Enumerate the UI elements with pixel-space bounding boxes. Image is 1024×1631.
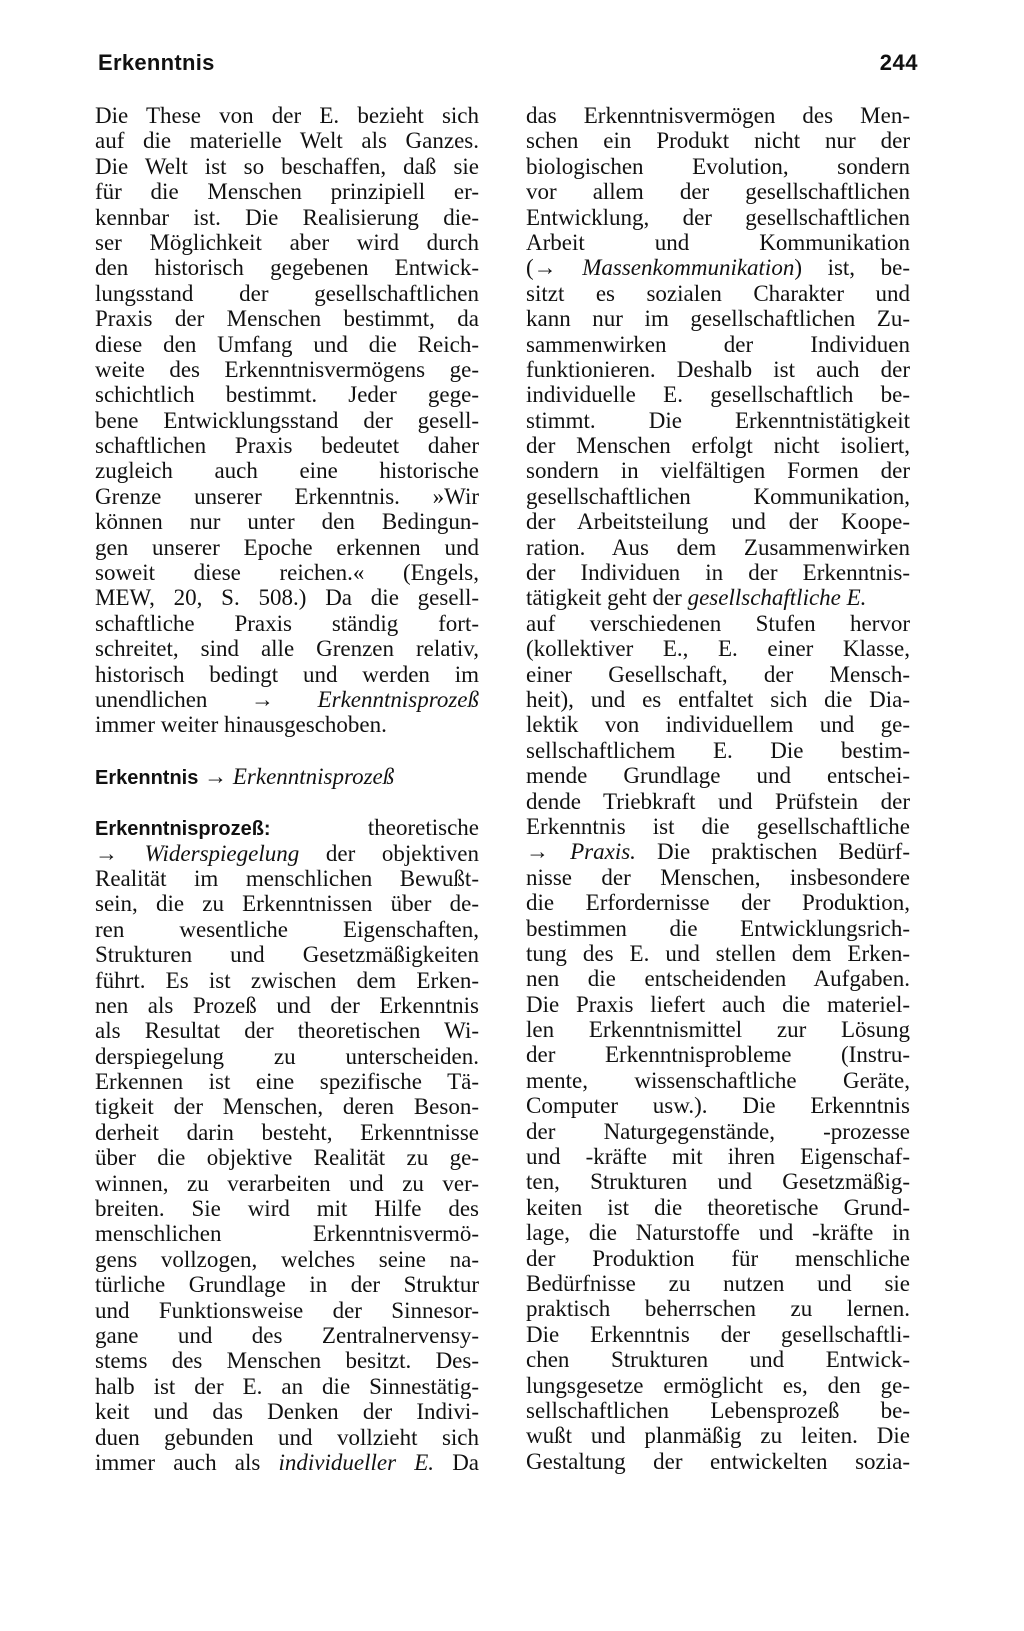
text-line: nisse der Menschen, insbesondere [526, 864, 910, 890]
text-line: ren wesentliche Eigenschaften, [95, 916, 479, 942]
text-line: und -kräfte mit ihren Eigenschaf- [526, 1144, 910, 1170]
line-text: unendlichen [95, 686, 208, 712]
entry-erkenntnisprozess [95, 815, 479, 1475]
text-line: derspiegelung zu unterscheiden. [95, 1043, 479, 1069]
text-line: wußt und planmäßig zu leiten. Die [526, 1423, 910, 1449]
text-line: tigkeit der Menschen, deren Beson- [95, 1094, 479, 1120]
text-line: gen unserer Epoche erkennen und [95, 534, 479, 560]
xref-entry-line [95, 764, 479, 789]
text-line: sellschaftlichem E. Die bestim- [526, 737, 910, 763]
line-text: ( [526, 255, 534, 281]
paragraph-lines [526, 611, 910, 840]
cross-reference-link[interactable]: Erkenntnisprozeß [232, 763, 395, 789]
text-line: Grenze unserer Erkenntnis. »Wir [95, 483, 479, 509]
text-line: lektik von individuellem und ge- [526, 712, 910, 738]
line-text: der objektiven [325, 840, 480, 866]
text-line-reference [95, 687, 479, 712]
text-line: breiten. Sie wird mit Hilfe des [95, 1196, 479, 1222]
text-line: nen als Prozeß und der Erkenntnis [95, 992, 479, 1018]
text-line: derheit darin besteht, Erkenntnisse [95, 1119, 479, 1145]
text-line: Strukturen und Gesetzmäßigkeiten [95, 942, 479, 968]
text-line: biologischen Evolution, sondern [526, 153, 910, 179]
paragraph-lines [95, 866, 479, 1450]
line-text: Die praktischen Bedürf- [657, 839, 910, 865]
text-line: sellschaftlichen Lebensprozeß be- [526, 1397, 910, 1423]
text-line-reference [526, 839, 910, 864]
text-line: sein, die zu Erkenntnissen über de- [95, 891, 479, 917]
right-arrow-icon: → [251, 686, 274, 712]
text-line-reference [526, 255, 910, 280]
text-line: dende Triebkraft und Prüfstein der [526, 788, 910, 814]
text-line: sitzt es sozialen Charakter und [526, 280, 910, 306]
text-line: keiten ist die theoretische Grund- [526, 1194, 910, 1220]
text-line: stems des Menschen besitzt. Des- [95, 1348, 479, 1374]
running-head [98, 50, 918, 84]
text-line: die Erfordernisse der Produktion, [526, 890, 910, 916]
text-line: (kollektiver E., E. einer Klasse, [526, 636, 910, 662]
text-line: vor allem der gesellschaftlichen [526, 179, 910, 205]
text-line: diese den Umfang und die Reich- [95, 331, 479, 357]
text-line: der Menschen erfolgt nicht isoliert, [526, 433, 910, 459]
text-line: heit), und es entfaltet sich die Dia- [526, 686, 910, 712]
text-line: türliche Grundlage in der Struktur [95, 1272, 479, 1298]
line-text: tätigkeit geht der [526, 585, 682, 611]
italic-term: individueller E. [278, 1449, 435, 1475]
text-line: der Naturgegenstände, -prozesse [526, 1118, 910, 1144]
text-line: das Erkenntnisvermögen des Men- [526, 103, 910, 128]
text-line: ser Möglichkeit aber wird durch [95, 229, 479, 255]
text-line: bene Entwicklungsstand der gesell- [95, 407, 479, 433]
italic-term: gesellschaftliche E. [687, 585, 867, 611]
page-number: 244 [879, 50, 918, 75]
xref-entry [95, 764, 479, 789]
text-line: schaftlichen Praxis bedeutet daher [95, 433, 479, 459]
line-text: immer auch als [95, 1449, 261, 1475]
paragraph-lines [526, 281, 910, 586]
text-line: sammenwirken der Individuen [526, 331, 910, 357]
right-arrow-icon: → [95, 840, 118, 866]
text-line: funktionieren. Deshalb ist auch der [526, 356, 910, 382]
right-column [526, 103, 910, 1474]
text-line: über die objektive Realität zu ge- [95, 1145, 479, 1171]
text-line: Arbeit und Kommunikation [526, 229, 910, 255]
paragraph-lines [95, 103, 479, 687]
cross-reference-link[interactable]: Praxis. [570, 839, 636, 865]
text-line: der Arbeitsteilung und der Koope- [526, 509, 910, 535]
paragraph-lines [526, 103, 910, 255]
text-line: einer Gesellschaft, der Mensch- [526, 661, 910, 687]
text-line: Bedürfnisse zu nutzen und sie [526, 1270, 910, 1296]
text-line: auf die materielle Welt als Ganzes. [95, 128, 479, 154]
paragraph-lines [526, 865, 910, 1474]
text-line: der Individuen in der Erkenntnis- [526, 560, 910, 586]
text-line: Die These von der E. bezieht sich [95, 103, 479, 128]
cross-reference-link[interactable]: Erkenntnisprozeß [317, 686, 479, 712]
text-line: halb ist der E. an die Sinnestätig- [95, 1373, 479, 1399]
text-line: gesellschaftlichen Kommunikation, [526, 483, 910, 509]
text-line: schen ein Produkt nicht nur der [526, 128, 910, 154]
right-arrow-icon: → [533, 255, 557, 281]
text-line: historisch bedingt und werden im [95, 661, 479, 687]
continued-paragraph [95, 103, 479, 738]
text-line: der Erkenntnisprobleme (Instru- [526, 1042, 910, 1068]
text-line: individuelle E. gesellschaftlich be- [526, 382, 910, 408]
text-line: ten, Strukturen und Gesetzmäßig- [526, 1169, 910, 1195]
text-line: können nur unter den Bedingun- [95, 509, 479, 535]
text-line: lungsgesetze ermöglicht es, den ge- [526, 1372, 910, 1398]
text-line: gens vollzogen, welches seine na- [95, 1246, 479, 1272]
text-line: für die Menschen prinzipiell er- [95, 179, 479, 205]
text-line: der Produktion für menschliche [526, 1245, 910, 1271]
right-arrow-icon: → [204, 763, 228, 789]
text-line: gane und des Zentralnervensy- [95, 1322, 479, 1348]
entry-headword: Erkenntnisprozeß: [95, 818, 271, 841]
text-line: nen die entscheidenden Aufgaben. [526, 966, 910, 992]
text-line: immer weiter hinausgeschoben. [95, 712, 387, 738]
text-line: duen gebunden und vollzieht sich [95, 1424, 479, 1450]
text-line-reference [95, 841, 479, 866]
text-line: praktisch beherrschen zu lernen. [526, 1296, 910, 1322]
text-line: Die Welt ist so beschaffen, daß sie [95, 153, 479, 179]
text-line: lage, die Naturstoffe und -kräfte in [526, 1220, 910, 1246]
text-line: Die Erkenntnis der gesellschaftli- [526, 1321, 910, 1347]
text-line: führt. Es ist zwischen dem Erken- [95, 967, 479, 993]
text-line: mende Grundlage und entschei- [526, 763, 910, 789]
text-line: kennbar ist. Die Realisierung die- [95, 204, 479, 230]
text-line: keit und das Denken der Indivi- [95, 1399, 479, 1425]
text-line: schichtlich bestimmt. Jeder gege- [95, 382, 479, 408]
entry-first-line [95, 815, 479, 840]
running-headword: Erkenntnis [98, 50, 215, 75]
text-line: tung des E. und stellen dem Erken- [526, 940, 910, 966]
text-line: menschlichen Erkenntnisvermö- [95, 1221, 479, 1247]
text-line: und Funktionsweise der Sinnesor- [95, 1297, 479, 1323]
text-line: schaftliche Praxis ständig fort- [95, 610, 479, 636]
text-line: Realität im menschlichen Bewußt- [95, 865, 479, 891]
text-line-italic [526, 585, 910, 610]
text-line: Gestaltung der entwickelten sozia- [526, 1448, 910, 1474]
text-line-italic [95, 1450, 479, 1475]
text-line: als Resultat der theoretischen Wi- [95, 1018, 479, 1044]
text-line: zugleich auch eine historische [95, 458, 479, 484]
text-line: Computer usw.). Die Erkenntnis [526, 1093, 910, 1119]
cross-reference-link[interactable]: Widerspiegelung [144, 840, 300, 866]
cross-reference-link[interactable]: Massenkommunikation [582, 255, 795, 281]
text-line: schreitet, sind alle Grenzen relativ, [95, 636, 479, 662]
text-line: weite des Erkenntnisvermögens ge- [95, 356, 479, 382]
text-line: bestimmen die Entwicklungsrich- [526, 915, 910, 941]
text-line: mente, wissenschaftliche Geräte, [526, 1067, 910, 1093]
text-line: Erkenntnis ist die gesellschaftliche [526, 813, 910, 839]
text-line: soweit diese reichen.« (Engels, [95, 560, 479, 586]
line-text: theoretische [367, 815, 479, 841]
text-line: stimmt. Die Erkenntnistätigkeit [526, 407, 910, 433]
text-line: Entwicklung, der gesellschaftlichen [526, 204, 910, 230]
text-line: Praxis der Menschen bestimmt, da [95, 306, 479, 332]
text-line: Die Praxis liefert auch die materiel- [526, 991, 910, 1017]
text-line: MEW, 20, S. 508.) Da die gesell- [95, 585, 479, 611]
text-line: auf verschiedenen Stufen hervor [526, 610, 910, 636]
line-text: Da [452, 1449, 480, 1475]
right-arrow-icon: → [526, 839, 549, 865]
text-line: ration. Aus dem Zusammenwirken [526, 534, 910, 560]
text-line: lungsstand der gesellschaftlichen [95, 280, 479, 306]
text-line: kann nur im gesellschaftlichen Zu- [526, 306, 910, 332]
text-line: den historisch gegebenen Entwick- [95, 255, 479, 281]
text-line: len Erkenntnismittel zur Lösung [526, 1017, 910, 1043]
left-column [95, 103, 479, 1475]
line-text: ) ist, be- [794, 255, 910, 281]
text-line: sondern in vielfältigen Formen der [526, 458, 910, 484]
entry-headword: Erkenntnis [95, 766, 199, 789]
text-line: chen Strukturen und Entwick- [526, 1347, 910, 1373]
text-line: Erkennen ist eine spezifische Tä- [95, 1069, 479, 1095]
text-line: winnen, zu verarbeiten und zu ver- [95, 1170, 479, 1196]
